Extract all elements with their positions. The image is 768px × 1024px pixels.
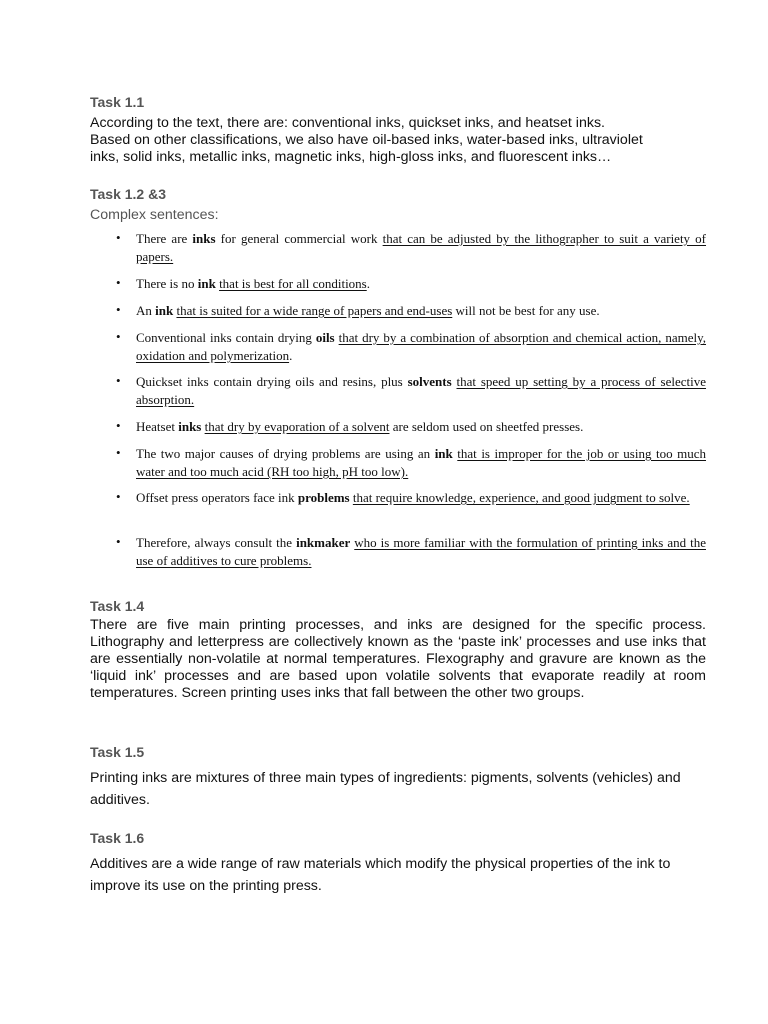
bullet-icon: • [116,373,121,388]
sentence-start: Heatset [136,419,179,434]
sentence-subject: inks [192,231,216,246]
sentence-subject: ink [197,276,216,291]
sentence-middle: for general commercial work [215,231,383,246]
task-1-5-heading: Task 1.5 [90,744,145,760]
sentence-text [136,489,706,507]
sentence-end: . [366,276,370,291]
sentence-text [136,302,706,320]
relative-clause: that is improper for the job or using too much water and too much acid (RH too high, pH too low). [136,446,706,479]
sentence-text [136,534,706,570]
sentence-start: Conventional inks contain drying [136,330,316,345]
task-1-1-line: inks, solid inks, metallic inks, magnetic inks, high-gloss inks, and fluorescent inks… [90,149,612,165]
sentence-text [136,445,706,481]
task-1-1-line: According to the text, there are: conventional inks, quickset inks, and heatset inks. [90,115,605,131]
sentence-end: are seldom used on sheetfed presses. [389,419,584,434]
task-1-4-heading: Task 1.4 [90,598,145,614]
sentence-start: Quickset inks contain drying oils and resins, plus [136,374,408,389]
relative-clause: who is more familiar with the formulation of printing inks and the use of additives to cure problems. [136,535,706,568]
relative-clause: that dry by a combination of absorption and chemical action, namely, oxidation and polymerization [136,330,707,363]
bullet-icon: • [116,275,121,290]
bullet-icon: • [116,418,121,433]
bullet-icon: • [116,329,121,344]
sentence-subject: ink [155,303,174,318]
task-1-1-heading: Task 1.1 [90,94,145,110]
sentence-start: There is no [136,276,198,291]
task-1-2-heading: Task 1.2 &3 [90,186,167,202]
sentence-subject: inkmaker [296,535,351,550]
sentence-start: The two major causes of drying problems are using an [136,446,435,461]
task-1-4-body: There are five main printing processes, and inks are designed for the specific process. Lithography and letterpress are collectively known as the ‘paste ink’ processes and use inks that are essentially non-volatile at normal temperatures. Flexography and gravure are known as the ‘liquid ink’ processes and are based upon volatile solvents that evaporate readily at room temperatures. Screen printing uses inks that fall between the other two groups. [90,617,706,701]
relative-clause: that is suited for a wide range of papers and end-uses [176,303,453,318]
sentence-subject: solvents [407,374,452,389]
sentence-text [136,329,706,365]
bullet-icon: • [116,534,121,549]
bullet-icon: • [116,230,121,245]
sentence-text [136,275,706,293]
bullet-icon: • [116,302,121,317]
task-1-6-body: Additives are a wide range of raw materials which modify the physical properties of the ink to improve its use on the printing press. [90,856,671,894]
sentence-end: . [289,348,293,363]
relative-clause: that dry by evaporation of a solvent [204,419,390,434]
sentence-subject: ink [434,446,453,461]
sentence-text [136,373,706,409]
sentence-subject: problems [297,490,350,505]
sentence-start: Offset press operators face ink [136,490,298,505]
sentence-text [136,230,706,266]
relative-clause: that is best for all conditions [219,276,367,291]
task-1-1-body [90,115,730,166]
relative-clause: that can be adjusted by the lithographer to suit a variety of papers. [136,231,707,264]
bullet-icon: • [116,445,121,460]
sentence-start: An [136,303,156,318]
sentence-start: Therefore, always consult the [136,535,297,550]
sentence-text [136,418,706,436]
relative-clause: that require knowledge, experience, and good judgment to solve. [352,490,690,505]
bullet-icon: • [116,489,121,504]
task-1-1-line: Based on other classifications, we also have oil-based inks, water-based inks, ultraviolet [90,132,643,148]
sentence-end: will not be best for any use. [452,303,600,318]
task-1-5-body: Printing inks are mixtures of three main types of ingredients: pigments, solvents (vehicles) and additives. [90,770,681,808]
relative-clause: that speed up setting by a process of selective absorption. [136,374,707,407]
sentence-start: There are [136,231,193,246]
sentence-subject: oils [315,330,335,345]
complex-sentences-label: Complex sentences: [90,207,219,223]
sentence-subject: inks [178,419,202,434]
task-1-6-heading: Task 1.6 [90,830,145,846]
